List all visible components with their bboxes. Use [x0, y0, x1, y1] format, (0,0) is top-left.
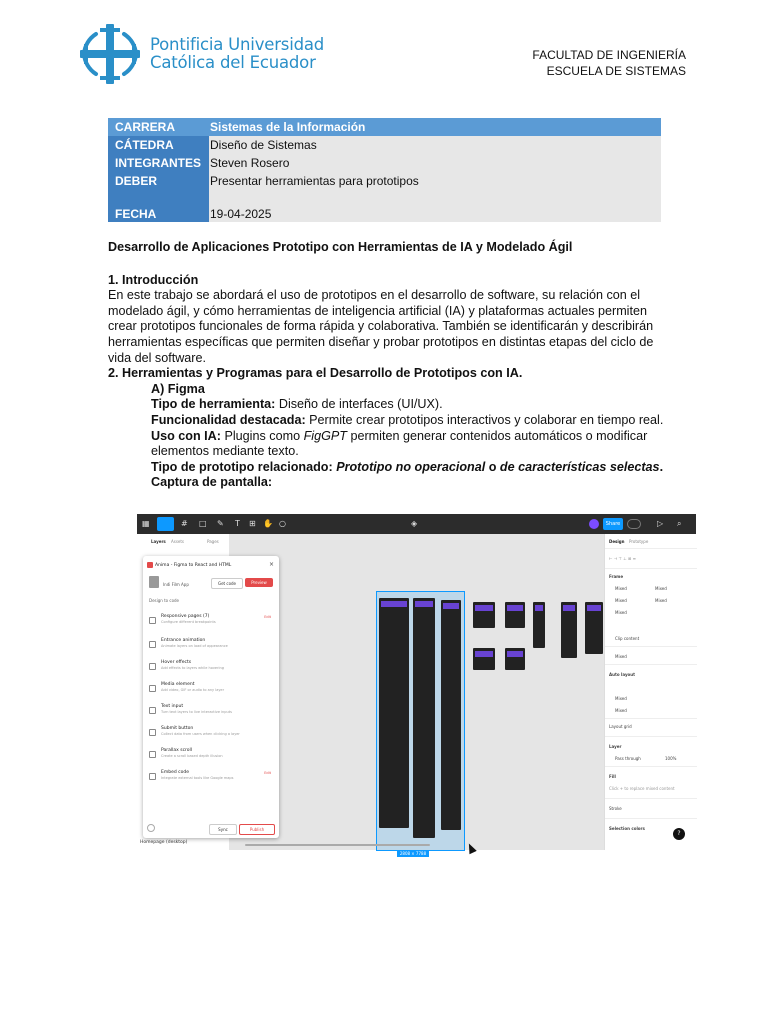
plugin-item-desc: Animate layers on load of appearance	[161, 644, 228, 648]
plugin-item-title: Responsive pages (7)	[161, 614, 210, 619]
canvas-frame	[413, 598, 435, 838]
feature-label: Funcionalidad destacada:	[151, 412, 306, 427]
prototype-type-end: .	[659, 459, 664, 474]
center-tool-icon: ◈	[411, 519, 418, 528]
plugin-item-desc: Collect data from users when clicking a layer	[161, 732, 240, 736]
school-name: ESCUELA DE SISTEMAS	[546, 64, 686, 78]
user-avatar	[589, 519, 599, 529]
canvas-frame	[441, 600, 461, 830]
info-label: CÁTEDRA	[108, 136, 209, 154]
fill-label: Fill	[609, 774, 616, 779]
info-label-spacer	[108, 190, 209, 204]
info-row-spacer	[108, 190, 661, 204]
responsive-icon	[149, 617, 156, 624]
prototype-tab: Prototype	[629, 539, 649, 544]
mixed-value: Mixed	[655, 598, 667, 603]
hand-tool-icon: ✋	[263, 519, 273, 528]
text-input-icon	[149, 707, 156, 714]
help-button: ?	[673, 828, 685, 840]
plugin-item-desc: Configure different breakpoints	[161, 620, 216, 624]
info-row-deber	[108, 172, 661, 190]
current-page-tab: Homepage (desktop)	[140, 840, 188, 845]
plugin-item-tag: Edit	[264, 771, 271, 775]
prototype-type-value-2: de características selectas	[499, 459, 660, 474]
anima-logo-icon	[147, 562, 153, 568]
feature-value: Permite crear prototipos interactivos y colaborar en tiempo real.	[305, 412, 664, 427]
plugin-item-media	[149, 682, 273, 700]
university-name-line2: Católica del Ecuador	[150, 53, 316, 72]
zoom-icon: ⌕	[677, 519, 682, 528]
stroke-label: Stroke	[609, 806, 622, 811]
pages-tab: Pages	[207, 539, 219, 544]
prototype-type-label: Tipo de prototipo relacionado:	[151, 459, 337, 474]
plugin-item-title: Text input	[161, 704, 184, 709]
selection-colors-label: Selection colors	[609, 826, 645, 831]
plugin-title: Anima - Figma to React and HTML	[155, 563, 232, 568]
plugin-item-title: Embed code	[161, 770, 189, 775]
info-value: Presentar herramientas para prototipos	[209, 172, 661, 190]
mixed-value: Mixed	[615, 598, 627, 603]
opacity-value: 100%	[665, 756, 677, 761]
text-tool-icon: T	[235, 519, 240, 528]
anima-plugin-window	[143, 556, 279, 838]
auto-layout-label: Auto layout	[609, 672, 636, 677]
plugin-item-parallax	[149, 748, 273, 766]
canvas-frame	[533, 602, 545, 648]
prototype-type-sep: o	[485, 459, 500, 474]
figma-screenshot	[137, 514, 696, 856]
publish-button: Publish	[239, 824, 275, 835]
mixed-value: Mixed	[615, 696, 627, 701]
prototype-type-value-1: Prototipo no operacional	[336, 459, 486, 474]
mixed-value: Mixed	[615, 610, 627, 615]
plugin-app-name: Indi Film App	[163, 582, 189, 587]
submit-icon	[149, 729, 156, 736]
document-title: Desarrollo de Aplicaciones Prototipo con Herramientas de IA y Modelado Ágil	[108, 240, 573, 254]
divider	[605, 548, 697, 549]
preview-button: Preview	[245, 578, 273, 587]
pen-tool-icon: ✎	[217, 519, 224, 528]
align-icons: ⊢ ⊣ ⊤ ⊥ ⊞ ≡	[609, 556, 636, 561]
info-row-catedra	[108, 136, 661, 154]
document-body	[108, 240, 668, 491]
present-icon: ▷	[657, 519, 664, 528]
divider	[605, 736, 697, 737]
info-label: DEBER	[108, 172, 209, 190]
plugin-item-responsive	[149, 614, 273, 632]
canvas-frame	[505, 648, 525, 670]
layers-tab: Layers	[151, 539, 166, 544]
tool-type-line	[151, 397, 668, 413]
info-row-integrantes	[108, 154, 661, 172]
info-value-spacer	[209, 190, 661, 204]
mixed-value: Mixed	[655, 586, 667, 591]
mouse-cursor-icon	[465, 842, 476, 854]
entrance-icon	[149, 641, 156, 648]
media-icon	[149, 685, 156, 692]
embed-icon	[149, 773, 156, 780]
plugin-item-desc: Create a scroll based depth illusion	[161, 754, 223, 758]
plugin-item-title: Parallax scroll	[161, 748, 193, 753]
multiplayer-pill-icon	[627, 519, 641, 529]
university-name-line1: Pontificia Universidad	[150, 35, 325, 54]
design-properties-panel	[604, 534, 697, 850]
figma-toolbar	[137, 514, 696, 534]
info-value: Steven Rosero	[209, 154, 661, 172]
frame-label: Frame	[609, 574, 624, 579]
plugin-item-submit	[149, 726, 273, 744]
design-canvas	[229, 534, 604, 856]
plugin-item-entrance	[149, 638, 273, 656]
divider	[605, 818, 697, 819]
section1-heading: 1. Introducción	[108, 272, 199, 287]
university-logo	[76, 20, 324, 88]
plugin-item-title: Media element	[161, 682, 195, 687]
divider	[605, 766, 697, 767]
ai-use-text-1: Plugins como	[220, 428, 304, 443]
info-value: Diseño de Sistemas	[209, 136, 661, 154]
canvas-frame	[585, 602, 603, 654]
prototype-type-line	[151, 460, 668, 476]
info-row-carrera	[108, 118, 661, 136]
get-code-button: Get code	[211, 578, 243, 589]
divider	[605, 568, 697, 569]
section1-paragraph: En este trabajo se abordará el uso de prototipos en el desarrollo de software, su relación con el modelado ágil, y cómo herramientas de inteligencia artificial (IA) y plataformas actuales permiten crear prototipos funcionales de forma rápida y colaborativa. También se identificarán y describirán herramientas específicas que permiten diseñar y probar prototipos en distintas etapas del ciclo de vida del software.	[108, 288, 654, 365]
assets-tab: Assets	[171, 539, 185, 544]
frame-tool-icon: #	[181, 519, 188, 528]
info-label: CARRERA	[115, 120, 175, 134]
mixed-value: Mixed	[615, 708, 627, 713]
plugin-item-title: Entrance animation	[161, 638, 206, 643]
tool-a-block	[108, 382, 668, 491]
ai-use-label: Uso con IA:	[151, 428, 221, 443]
info-label: FECHA	[108, 204, 209, 222]
tool-type-label: Tipo de herramienta:	[151, 397, 276, 412]
plugin-item-desc: Turn text layers to live interactive inputs	[161, 710, 232, 714]
design-tab: Design	[609, 539, 625, 544]
info-table	[108, 118, 661, 222]
faculty-block	[532, 47, 686, 79]
divider	[605, 664, 697, 665]
faculty-name: FACULTAD DE INGENIERÍA	[532, 48, 686, 62]
ai-use-text-2: permiten generar contenidos automáticos o modificar elementos mediante texto.	[151, 428, 648, 459]
plugin-item-embed	[149, 770, 273, 788]
blend-mode-value: Pass through	[615, 756, 641, 761]
sync-button: Sync	[209, 824, 237, 835]
canvas-frame	[379, 598, 409, 828]
hover-icon	[149, 663, 156, 670]
mixed-value: Mixed	[615, 654, 627, 659]
plugin-item-hover	[149, 660, 273, 678]
resources-tool-icon: ⊞	[249, 519, 256, 528]
ai-use-line	[151, 429, 668, 460]
divider	[605, 646, 697, 647]
layer-label: Layer	[609, 744, 622, 749]
plugin-item-desc: Add video, GIF or audio to any layer	[161, 688, 225, 692]
plugin-settings-icon	[147, 824, 155, 832]
plugin-item-title: Submit button	[161, 726, 194, 731]
screenshot-label: Captura de pantalla:	[151, 475, 273, 490]
parallax-icon	[149, 751, 156, 758]
section2-heading: 2. Herramientas y Programas para el Desarrollo de Prototipos con IA.	[108, 366, 523, 381]
plugin-item-desc: Add effects to layers while hovering	[161, 666, 224, 670]
plugin-item-tag: Edit	[264, 615, 271, 619]
app-thumbnail	[149, 576, 159, 588]
canvas-frame	[473, 602, 495, 628]
close-icon: ×	[268, 561, 274, 568]
info-value: 19-04-2025	[209, 204, 661, 222]
horizontal-scrollbar	[245, 844, 430, 846]
mixed-value: Mixed	[615, 586, 627, 591]
canvas-frame	[505, 602, 525, 628]
move-tool-icon	[157, 517, 174, 531]
layout-grid-label: Layout grid	[609, 724, 632, 729]
canvas-frame	[561, 602, 577, 658]
tool-type-value: Diseño de interfaces (UI/UX).	[275, 397, 443, 412]
plugin-item-title: Hover effects	[161, 660, 192, 665]
info-label: INTEGRANTES	[108, 154, 209, 172]
tool-a-heading: A) Figma	[151, 381, 205, 396]
university-name	[150, 36, 324, 72]
university-seal-icon	[76, 20, 144, 88]
figma-menu-icon: ▦	[142, 519, 150, 528]
info-row-fecha	[108, 204, 661, 222]
info-value: Sistemas de la Información	[210, 120, 366, 134]
divider	[605, 718, 697, 719]
dimension-label: 2808 × 7788	[397, 850, 429, 857]
fill-hint: Click + to replace mixed content	[609, 786, 675, 791]
plugin-item-desc: Integrate external tools like Google maps	[161, 776, 234, 780]
plugin-section-label: Design to code	[149, 598, 180, 603]
share-button: Share	[603, 518, 623, 530]
divider	[605, 798, 697, 799]
comment-tool-icon: ○	[279, 519, 286, 528]
canvas-frame	[473, 648, 495, 670]
ai-use-plugin: FigGPT	[303, 428, 347, 443]
plugin-item-text-input	[149, 704, 273, 722]
feature-line	[151, 413, 668, 429]
shape-tool-icon: □	[199, 519, 207, 528]
clip-content-label: Clip content	[615, 636, 640, 641]
